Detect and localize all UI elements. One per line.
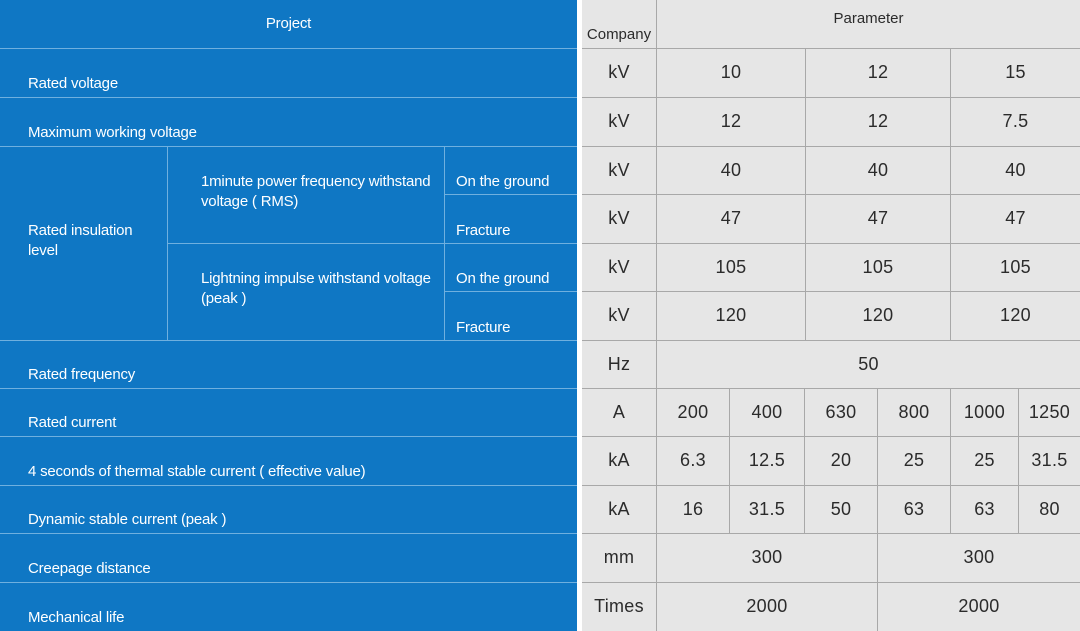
label-on-the-ground: On the ground bbox=[456, 173, 550, 190]
value-cell: 47 bbox=[720, 208, 742, 228]
unit-cell: kA bbox=[608, 450, 630, 470]
value-cell: 80 bbox=[1039, 498, 1060, 519]
label-max-working-voltage: Maximum working voltage bbox=[28, 124, 197, 141]
value-cell: 10 bbox=[720, 62, 742, 82]
unit-cell: kA bbox=[608, 498, 630, 519]
label-fracture: Fracture bbox=[456, 222, 511, 239]
value-cell: 50 bbox=[858, 353, 879, 374]
unit-cell: kV bbox=[608, 62, 630, 82]
value-cell: 15 bbox=[1005, 62, 1026, 82]
value-cell: 47 bbox=[867, 208, 889, 228]
value-cell: 25 bbox=[974, 450, 995, 470]
value-cell: 6.3 bbox=[680, 450, 706, 470]
value-cell: 120 bbox=[715, 305, 747, 325]
label-creepage-distance: Creepage distance bbox=[28, 560, 151, 577]
value-cell: 40 bbox=[1005, 159, 1026, 180]
value-cell: 630 bbox=[825, 401, 857, 422]
value-cell: 12 bbox=[867, 111, 889, 131]
value-cell: 40 bbox=[867, 159, 889, 180]
value-cell: 12 bbox=[867, 62, 889, 82]
unit-cell: kV bbox=[608, 208, 630, 228]
parameter-header: Parameter bbox=[833, 9, 904, 27]
value-cell: 120 bbox=[862, 305, 894, 325]
value-cell: 300 bbox=[751, 547, 783, 567]
company-header: Company bbox=[586, 25, 652, 43]
label-dynamic-stable-current: Dynamic stable current (peak ) bbox=[28, 511, 227, 528]
unit-cell: kV bbox=[608, 305, 630, 325]
value-cell: 31.5 bbox=[1031, 450, 1068, 470]
value-cell: 200 bbox=[677, 401, 709, 422]
label-fracture: Fracture bbox=[456, 319, 511, 336]
value-cell: 105 bbox=[862, 256, 894, 277]
value-cell: 12 bbox=[720, 111, 742, 131]
unit-cell: mm bbox=[603, 547, 635, 567]
label-power-frequency-withstand: 1minute power frequency withstand voltage ( RMS) bbox=[201, 173, 431, 210]
value-cell: 800 bbox=[898, 401, 930, 422]
value-cell: 7.5 bbox=[1002, 111, 1029, 131]
label-rated-voltage: Rated voltage bbox=[28, 75, 118, 92]
value-cell: 105 bbox=[715, 256, 747, 277]
value-cell: 105 bbox=[1000, 256, 1031, 277]
label-rated-current: Rated current bbox=[28, 414, 117, 431]
value-cell: 2000 bbox=[958, 596, 1000, 616]
value-cell: 400 bbox=[751, 401, 783, 422]
value-cell: 20 bbox=[830, 450, 852, 470]
value-cell: 47 bbox=[1005, 208, 1026, 228]
label-rated-frequency: Rated frequency bbox=[28, 366, 136, 383]
unit-cell: Hz bbox=[607, 353, 631, 374]
value-cell: 1250 bbox=[1028, 401, 1071, 422]
value-cell: 63 bbox=[903, 498, 925, 519]
unit-cell: kV bbox=[608, 111, 630, 131]
unit-cell: Times bbox=[594, 596, 644, 616]
value-cell: 50 bbox=[830, 498, 852, 519]
value-cell: 63 bbox=[974, 498, 995, 519]
label-mechanical-life: Mechanical life bbox=[28, 609, 125, 626]
value-cell: 40 bbox=[720, 159, 742, 180]
value-cell: 2000 bbox=[746, 596, 788, 616]
project-header: Project bbox=[265, 14, 312, 32]
label-lightning-impulse-withstand: Lightning impulse withstand voltage (peak ) bbox=[201, 270, 431, 307]
parameter-panel bbox=[582, 0, 1080, 631]
unit-cell: A bbox=[612, 401, 626, 422]
label-rated-insulation-level: Rated insulation level bbox=[28, 221, 133, 259]
unit-cell: kV bbox=[608, 256, 630, 277]
value-cell: 12.5 bbox=[748, 450, 786, 470]
value-cell: 25 bbox=[903, 450, 925, 470]
value-cell: 1000 bbox=[963, 401, 1006, 422]
value-cell: 120 bbox=[1000, 305, 1031, 325]
label-thermal-stable-current: 4 seconds of thermal stable current ( effective value) bbox=[28, 463, 366, 480]
value-cell: 300 bbox=[963, 547, 995, 567]
label-on-the-ground: On the ground bbox=[456, 270, 550, 287]
unit-cell: kV bbox=[608, 159, 630, 180]
value-cell: 31.5 bbox=[748, 498, 786, 519]
value-cell: 16 bbox=[682, 498, 704, 519]
